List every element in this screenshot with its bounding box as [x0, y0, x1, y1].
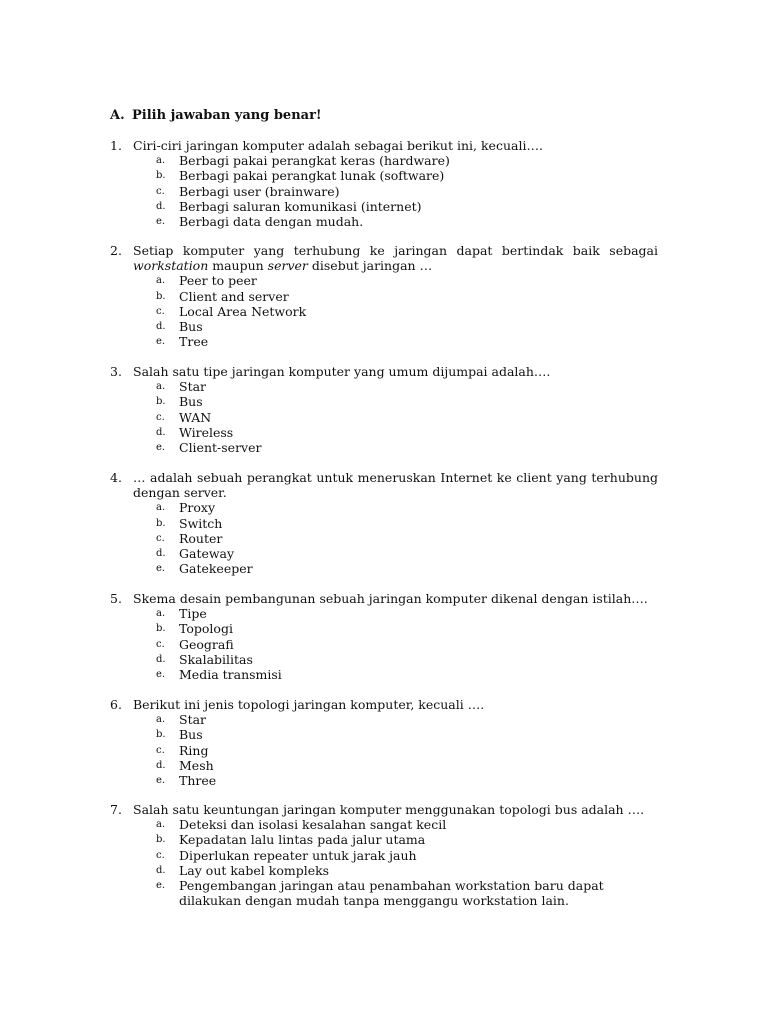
option-text: Star — [179, 712, 207, 728]
option-letter: c. — [156, 638, 165, 650]
section-heading — [110, 108, 322, 123]
question-2 — [110, 243, 658, 349]
option-item — [110, 334, 658, 349]
question-row — [110, 138, 658, 153]
option-letter: d. — [156, 426, 166, 438]
option-item — [110, 743, 658, 758]
option-letter: c. — [156, 744, 165, 756]
option-item — [110, 273, 658, 288]
question-number: 4. — [110, 470, 122, 485]
option-letter: d. — [156, 200, 166, 212]
question-text — [133, 138, 658, 153]
option-item — [110, 727, 658, 742]
question-text-part: disebut jaringan … — [307, 258, 433, 274]
option-list — [110, 379, 658, 455]
option-text: Peer to peer — [179, 273, 257, 289]
question-text-part: … adalah sebuah perangkat untuk meneruskan Internet ke client yang terhubung dengan server. — [133, 470, 658, 501]
option-item — [110, 394, 658, 409]
option-item — [110, 425, 658, 440]
option-text: Deteksi dan isolasi kesalahan sangat kecil — [179, 817, 447, 833]
question-text-part: Salah satu tipe jaringan komputer yang umum dijumpai adalah…. — [133, 364, 551, 379]
question-number: 6. — [110, 697, 122, 712]
option-item — [110, 637, 658, 652]
question-text-part: Ciri-ciri jaringan komputer adalah sebagai berikut ini, kecuali…. — [133, 138, 543, 153]
option-text: Bus — [179, 319, 203, 335]
option-letter: b. — [156, 834, 166, 846]
option-text: Three — [179, 773, 217, 789]
question-text-part: maupun — [208, 258, 268, 274]
option-letter: a. — [156, 381, 166, 393]
question-row — [110, 802, 658, 817]
option-letter: a. — [156, 275, 166, 287]
option-item — [110, 817, 658, 832]
section-letter: A. — [110, 108, 125, 123]
option-item — [110, 214, 658, 229]
option-text: Bus — [179, 394, 203, 410]
option-item — [110, 546, 658, 561]
question-1 — [110, 138, 658, 229]
question-number: 1. — [110, 138, 122, 153]
option-letter: c. — [156, 185, 165, 197]
option-list — [110, 500, 658, 576]
option-text: Kepadatan lalu lintas pada jalur utama — [179, 832, 426, 848]
option-letter: d. — [156, 548, 166, 560]
option-text: Local Area Network — [179, 303, 307, 319]
option-item — [110, 410, 658, 425]
option-item — [110, 561, 658, 576]
question-text — [133, 243, 658, 273]
option-text: Lay out kabel kompleks — [179, 862, 330, 878]
option-list — [110, 712, 658, 788]
option-text: Ring — [179, 742, 209, 758]
question-text-italic: workstation — [133, 258, 209, 274]
question-text — [133, 697, 658, 712]
option-letter: a. — [156, 714, 166, 726]
option-text: WAN — [179, 409, 212, 425]
question-row — [110, 591, 658, 606]
question-row — [110, 697, 658, 712]
question-row — [110, 470, 658, 500]
option-list — [110, 153, 658, 229]
option-text: Proxy — [179, 500, 216, 516]
question-number: 2. — [110, 243, 122, 258]
option-letter: a. — [156, 155, 166, 167]
option-text: Client-server — [179, 440, 262, 456]
option-item — [110, 379, 658, 394]
option-text: Switch — [179, 515, 223, 531]
option-letter: e. — [156, 669, 166, 681]
option-text: Bus — [179, 727, 203, 743]
option-letter: b. — [156, 623, 166, 635]
option-text: Berbagi user (brainware) — [179, 183, 340, 199]
option-text: Berbagi saluran komunikasi (internet) — [179, 198, 422, 214]
option-text: Gateway — [179, 546, 235, 562]
option-item — [110, 319, 658, 334]
option-item — [110, 531, 658, 546]
option-item — [110, 878, 658, 908]
option-text: Tree — [179, 334, 209, 350]
option-item — [110, 758, 658, 773]
option-item — [110, 168, 658, 183]
option-letter: d. — [156, 321, 166, 333]
option-text: Pengembangan jaringan atau penambahan workstation baru dapat dilakukan dengan mudah tanpa menggangu workstation lain. — [179, 878, 604, 909]
question-7 — [110, 802, 658, 908]
option-item — [110, 652, 658, 667]
option-text: Berbagi data dengan mudah. — [179, 214, 364, 230]
option-text: Wireless — [179, 424, 234, 440]
option-item — [110, 184, 658, 199]
option-item — [110, 516, 658, 531]
question-number: 5. — [110, 591, 122, 606]
question-3 — [110, 364, 658, 455]
question-text — [133, 591, 658, 606]
option-item — [110, 863, 658, 878]
option-list — [110, 817, 658, 908]
option-letter: a. — [156, 608, 166, 620]
option-item — [110, 304, 658, 319]
option-letter: a. — [156, 819, 166, 831]
option-letter: b. — [156, 396, 166, 408]
question-row — [110, 364, 658, 379]
option-text: Tipe — [179, 606, 207, 622]
option-text: Skalabilitas — [179, 651, 253, 667]
option-letter: c. — [156, 532, 165, 544]
option-letter: c. — [156, 411, 165, 423]
option-letter: e. — [156, 880, 166, 892]
option-letter: c. — [156, 849, 165, 861]
option-letter: b. — [156, 290, 166, 302]
option-item — [110, 832, 658, 847]
question-4 — [110, 470, 658, 576]
option-letter: e. — [156, 216, 166, 228]
option-item — [110, 712, 658, 727]
question-5 — [110, 591, 658, 682]
option-item — [110, 667, 658, 682]
option-text: Router — [179, 530, 223, 546]
section-title-text: Pilih jawaban yang benar! — [132, 108, 322, 123]
option-text: Client and server — [179, 288, 289, 304]
question-text-part: Berikut ini jenis topologi jaringan komputer, kecuali …. — [133, 697, 485, 712]
option-item — [110, 153, 658, 168]
option-letter: d. — [156, 653, 166, 665]
question-number: 7. — [110, 802, 122, 817]
option-item — [110, 440, 658, 455]
option-list — [110, 606, 658, 682]
option-letter: b. — [156, 729, 166, 741]
question-number: 3. — [110, 364, 122, 379]
option-text: Star — [179, 379, 207, 395]
question-row — [110, 243, 658, 273]
option-text: Media transmisi — [179, 667, 282, 683]
option-text: Berbagi pakai perangkat lunak (software) — [179, 168, 445, 184]
option-letter: e. — [156, 775, 166, 787]
option-letter: b. — [156, 170, 166, 182]
option-letter: c. — [156, 305, 165, 317]
option-item — [110, 773, 658, 788]
option-letter: d. — [156, 759, 166, 771]
option-letter: e. — [156, 336, 166, 348]
option-letter: d. — [156, 864, 166, 876]
option-letter: e. — [156, 442, 166, 454]
option-letter: a. — [156, 502, 166, 514]
option-letter: b. — [156, 517, 166, 529]
question-text — [133, 470, 658, 500]
option-item — [110, 848, 658, 863]
option-text: Mesh — [179, 757, 214, 773]
question-text-part: Setiap komputer yang terhubung ke jaringan dapat bertindak baik sebagai — [133, 243, 658, 258]
option-item — [110, 199, 658, 214]
option-item — [110, 606, 658, 621]
question-text — [133, 802, 658, 817]
question-6 — [110, 697, 658, 788]
option-text: Geografi — [179, 636, 234, 652]
option-text: Berbagi pakai perangkat keras (hardware) — [179, 153, 450, 169]
question-text — [133, 364, 658, 379]
option-text: Topologi — [179, 621, 233, 637]
option-text: Diperlukan repeater untuk jarak jauh — [179, 847, 417, 863]
option-letter: e. — [156, 563, 166, 575]
option-text: Gatekeeper — [179, 561, 253, 577]
question-text-italic: server — [267, 258, 308, 274]
option-item — [110, 289, 658, 304]
option-item — [110, 500, 658, 515]
question-text-part: Skema desain pembangunan sebuah jaringan komputer dikenal dengan istilah…. — [133, 591, 648, 606]
question-text-part: Salah satu keuntungan jaringan komputer menggunakan topologi bus adalah …. — [133, 802, 645, 817]
option-list — [110, 273, 658, 349]
option-item — [110, 621, 658, 636]
